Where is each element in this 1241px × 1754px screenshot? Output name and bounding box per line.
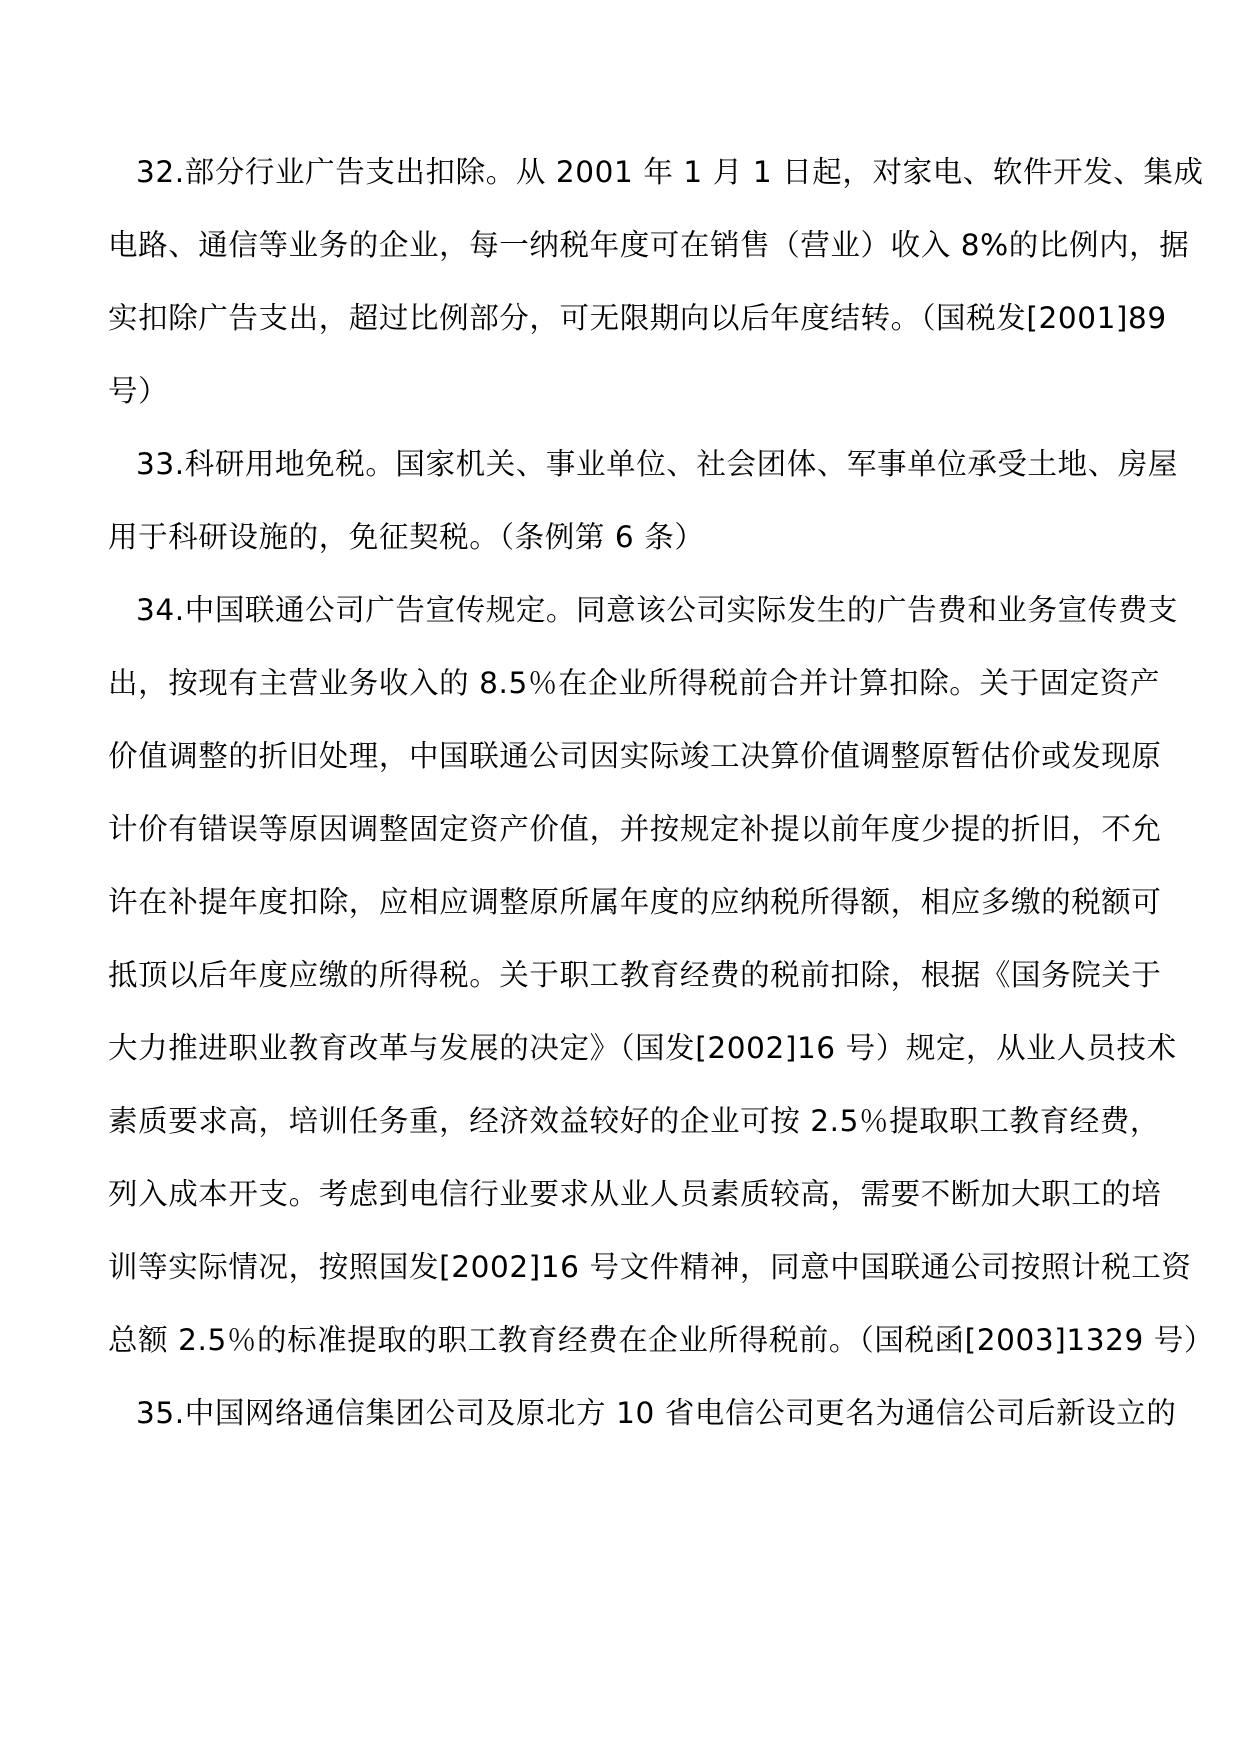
paragraph-33-line-2: 用于科研设施的，免征契税。（条例第 6 条）: [108, 520, 705, 554]
paragraph-34-line-8: 素质要求高，培训任务重，经济效益较好的企业可按 2.5％提取职工教育经费，: [108, 1104, 1160, 1138]
paragraph-34-line-6: 抵顶以后年度应缴的所得税。关于职工教育经费的税前扣除，根据《国务院关于: [108, 958, 1162, 992]
paragraph-34-line-9: 列入成本开支。考虑到电信行业要求从业人员素质较高，需要不断加大职工的培: [108, 1177, 1162, 1211]
paragraph-33-line-1: 33.科研用地免税。国家机关、事业单位、社会团体、军事单位承受土地、房屋: [136, 447, 1179, 481]
paragraph-34-line-11: 总额 2.5％的标准提取的职工教育经费在企业所得税前。（国税函[2003]1329 号）: [108, 1323, 1214, 1357]
paragraph-32-line-3: 实扣除广告支出，超过比例部分，可无限期向以后年度结转。（国税发[2001]89: [108, 301, 1167, 335]
paragraph-32-line-2: 电路、通信等业务的企业，每一纳税年度可在销售（营业）收入 8%的比例内，据: [108, 228, 1190, 262]
paragraph-34-line-5: 许在补提年度扣除，应相应调整原所属年度的应纳税所得额，相应多缴的税额可: [108, 885, 1162, 919]
paragraph-34-line-3: 价值调整的折旧处理，中国联通公司因实际竣工决算价值调整原暂估价或发现原: [108, 739, 1162, 773]
paragraph-34-line-10: 训等实际情况，按照国发[2002]16 号文件精神，同意中国联通公司按照计税工资: [108, 1250, 1192, 1284]
paragraph-34-line-7: 大力推进职业教育改革与发展的决定》（国发[2002]16 号）规定，从业人员技术: [108, 1031, 1177, 1065]
paragraph-32-line-4: 号）: [108, 374, 169, 408]
paragraph-35-line-1: 35.中国网络通信集团公司及原北方 10 省电信公司更名为通信公司后新设立的: [136, 1396, 1177, 1430]
paragraph-34-line-1: 34.中国联通公司广告宣传规定。同意该公司实际发生的广告费和业务宣传费支: [136, 593, 1179, 627]
paragraph-34-line-2: 出，按现有主营业务收入的 8.5％在企业所得税前合并计算扣除。关于固定资产: [108, 666, 1160, 700]
paragraph-32-line-1: 32.部分行业广告支出扣除。从 2001 年 1 月 1 日起，对家电、软件开发、集成: [136, 155, 1204, 189]
paragraph-34-line-4: 计价有错误等原因调整固定资产价值，并按规定补提以前年度少提的折旧，不允: [108, 812, 1162, 846]
